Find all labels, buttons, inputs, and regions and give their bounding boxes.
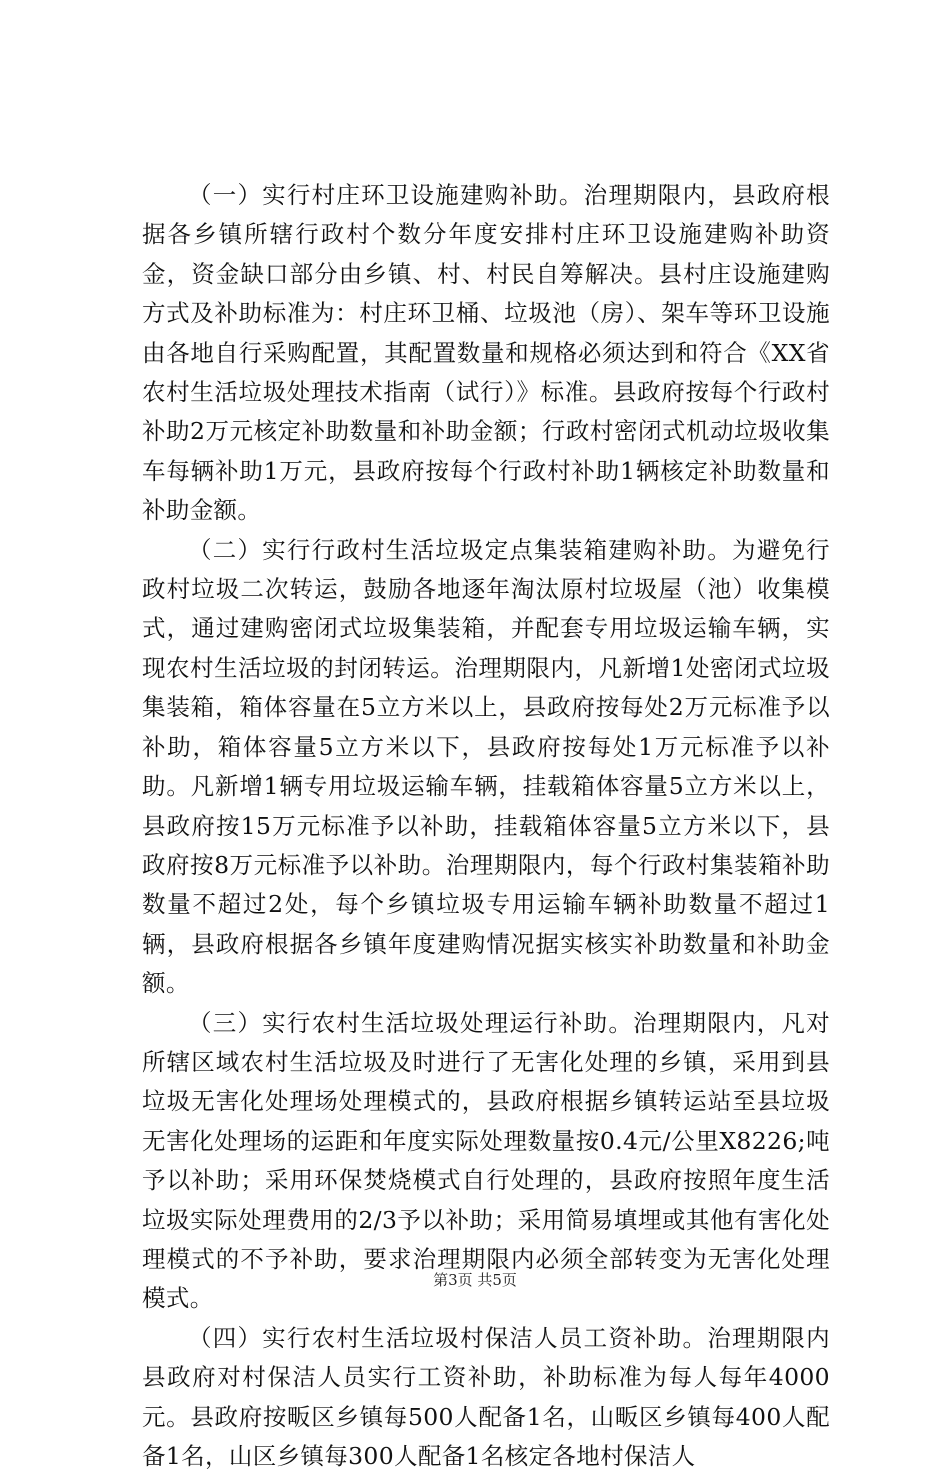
paragraph-1: （一）实行村庄环卫设施建购补助。治理期限内，县政府根据各乡镇所辖行政村个数分年度安排村庄环卫设施建购补助资金，资金缺口部分由乡镇、村、村民自筹解决。县村庄设施建购方式及补助标准为：村庄环卫桶、垃圾池（房）、架车等环卫设施由各地自行采购配置，其配置数量和规格必须达到和符合《XX省农村生活垃圾处理技术指南（试行）》标准。县政府按每个行政村补助2万元核定补助数量和补助金额；行政村密闭式机动垃圾收集车每辆补助1万元，县政府按每个行政村补助1辆核定补助数量和补助金额。 [142, 181, 830, 525]
paragraph-3: （三）实行农村生活垃圾处理运行补助。治理期限内，凡对所辖区域农村生活垃圾及时进行了无害化处理的乡镇，采用到县垃圾无害化处理场处理模式的，县政府根据乡镇转运站至县垃圾无害化处理场的运距和年度实际处理数量按0.4元/公里X8226;吨予以补助；采用环保焚烧模式自行处理的，县政府按照年度生活垃圾实际处理费用的2/3予以补助；采用简易填埋或其他有害化处理模式的不予补助，要求治理期限内必须全部转变为无害化处理模式。 [142, 1008, 830, 1313]
page-footer: 第3页 共5页 [433, 1271, 517, 1289]
paragraph-2: （二）实行行政村生活垃圾定点集装箱建购补助。为避免行政村垃圾二次转运，鼓励各地逐年淘汰原村垃圾屋（池）收集模式，通过建购密闭式垃圾集装箱，并配套专用垃圾运输车辆，实现农村生活垃圾的封闭转运。治理期限内，凡新增1处密闭式垃圾集装箱，箱体容量在5立方米以上，县政府按每处2万元标准予以补助，箱体容量5立方米以下，县政府按每处1万元标准予以补助。凡新增1辆专用垃圾运输车辆，挂载箱体容量5立方米以上，县政府按15万元标准予以补助，挂载箱体容量5立方米以下，县政府按8万元标准予以补助。治理期限内，每个行政村集装箱补助数量不超过2处，每个乡镇垃圾专用运输车辆补助数量不超过1辆，县政府根据各乡镇年度建购情况据实核实补助数量和补助金额。 [142, 535, 830, 998]
paragraph-4: （四）实行农村生活垃圾村保洁人员工资补助。治理期限内县政府对村保洁人员实行工资补助，补助标准为每人每年4000元。县政府按畈区乡镇每500人配备1名，山畈区乡镇每400人配备1名，山区乡镇每300人配备1名核定各地村保洁人 [142, 1323, 830, 1470]
